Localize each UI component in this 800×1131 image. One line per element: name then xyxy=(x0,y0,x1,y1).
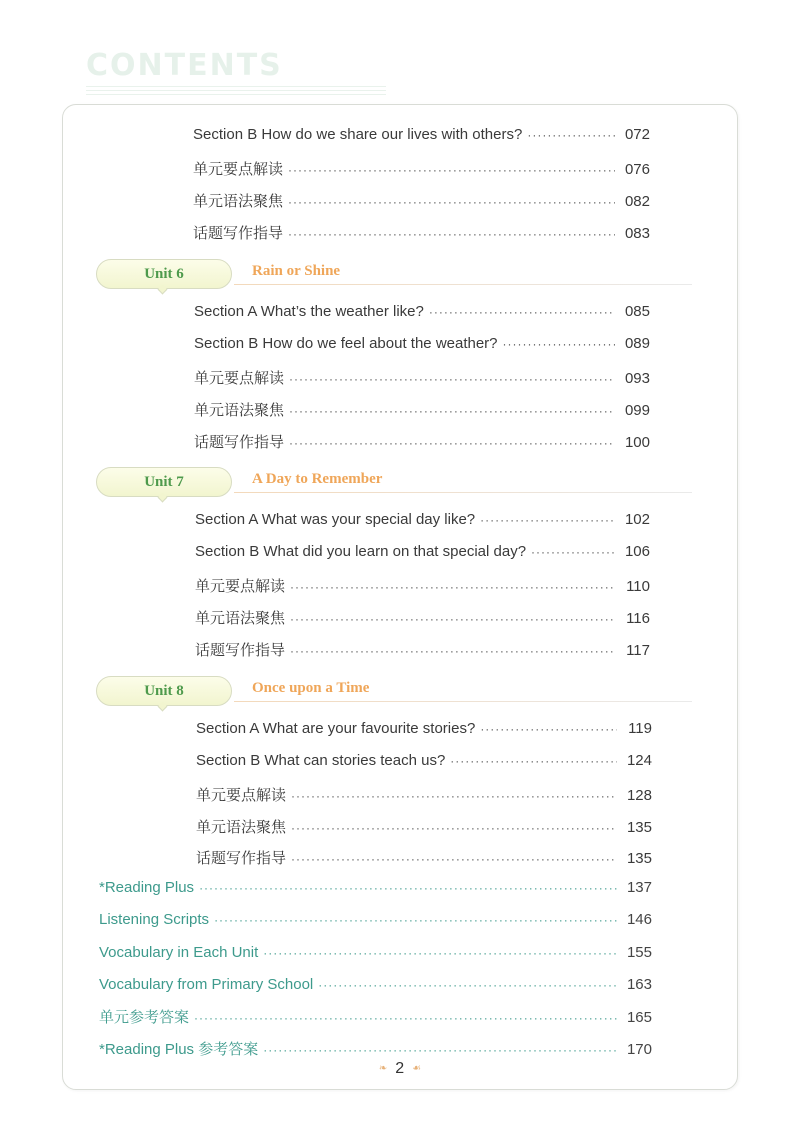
leader-dots xyxy=(450,754,617,768)
toc-entry-label: 单元语法聚焦 xyxy=(194,402,285,419)
ornament-left-icon: ❧ xyxy=(378,1063,388,1075)
unit-label: Unit 6 xyxy=(144,265,184,282)
toc-entry[interactable] xyxy=(195,543,650,560)
unit-header-6 xyxy=(96,259,692,289)
leader-dots xyxy=(289,436,615,450)
leader-dots xyxy=(288,227,615,241)
toc-entry-label: 单元要点解读 xyxy=(193,161,284,178)
leader-dots xyxy=(288,195,615,209)
leader-dots xyxy=(214,913,617,927)
toc-entry-listening-scripts[interactable] xyxy=(99,911,652,928)
leader-dots xyxy=(194,1011,617,1025)
toc-entry-page: 099 xyxy=(624,402,650,419)
toc-entry-page: 085 xyxy=(624,303,650,320)
toc-entry-page: 163 xyxy=(626,976,652,993)
toc-entry-label: Section A What are your favourite stories? xyxy=(196,720,476,737)
toc-entry-label: 话题写作指导 xyxy=(193,225,284,242)
toc-entry-page: 089 xyxy=(624,335,650,352)
watermark-lines xyxy=(86,86,386,98)
toc-entry-label: Section B How do we share our lives with others? xyxy=(193,126,523,143)
unit-divider xyxy=(234,284,692,285)
toc-entry-label: Listening Scripts xyxy=(99,911,210,928)
leader-dots xyxy=(291,821,617,835)
toc-entry-page: 146 xyxy=(626,911,652,928)
contents-panel xyxy=(62,104,738,1090)
toc-entry-label: 话题写作指导 xyxy=(196,850,287,867)
toc-entry-label: 单元要点解读 xyxy=(194,370,285,387)
unit-header-8 xyxy=(96,676,692,706)
toc-entry-page: 076 xyxy=(624,161,650,178)
leader-dots xyxy=(289,404,615,418)
toc-entry-page: 082 xyxy=(624,193,650,210)
toc-entry-label: *Reading Plus 参考答案 xyxy=(99,1041,259,1058)
toc-entry[interactable] xyxy=(193,126,650,143)
toc-entry-label: Section A What’s the weather like? xyxy=(194,303,424,320)
toc-entry-page: 165 xyxy=(626,1009,652,1026)
toc-entry-label: *Reading Plus xyxy=(99,879,195,896)
toc-entry-reading-plus-answers[interactable] xyxy=(99,1038,652,1059)
toc-entry[interactable] xyxy=(196,784,652,805)
page-number-footer xyxy=(0,1060,800,1078)
toc-entry[interactable] xyxy=(196,752,652,769)
toc-entry-page: 072 xyxy=(624,126,650,143)
toc-entry-label: Vocabulary from Primary School xyxy=(99,976,314,993)
contents-watermark: CONTENTS xyxy=(86,48,283,83)
toc-entry-page: 117 xyxy=(626,642,650,659)
leader-dots xyxy=(263,1043,617,1057)
toc-entry[interactable] xyxy=(194,399,650,420)
leader-dots xyxy=(527,128,615,142)
toc-entry-page: 135 xyxy=(626,850,652,867)
toc-entry-label: Section B How do we feel about the weather? xyxy=(194,335,498,352)
toc-entry-label: 话题写作指导 xyxy=(195,642,286,659)
toc-entry-unit-answers[interactable] xyxy=(99,1006,652,1027)
page-number: 2 xyxy=(395,1060,405,1077)
leader-dots xyxy=(480,513,615,527)
toc-entry[interactable] xyxy=(196,816,652,837)
toc-entry-page: 170 xyxy=(626,1041,652,1058)
unit-label-pill xyxy=(96,259,232,289)
leader-dots xyxy=(531,545,615,559)
unit-title: Rain or Shine xyxy=(252,263,341,279)
toc-entry[interactable] xyxy=(194,335,650,352)
unit-title: Once upon a Time xyxy=(252,680,370,696)
toc-entry-label: 单元要点解读 xyxy=(195,578,286,595)
unit-header-7 xyxy=(96,467,692,497)
leader-dots xyxy=(318,978,617,992)
toc-entry-page: 093 xyxy=(624,370,650,387)
toc-entry-label: Section A What was your special day like? xyxy=(195,511,476,528)
toc-entry-reading-plus[interactable] xyxy=(99,879,652,896)
leader-dots xyxy=(290,612,615,626)
unit-title: A Day to Remember xyxy=(252,471,383,487)
toc-entry[interactable] xyxy=(196,720,652,737)
toc-entry[interactable] xyxy=(194,367,650,388)
toc-entry-vocabulary-primary[interactable] xyxy=(99,976,652,993)
leader-dots xyxy=(263,946,617,960)
toc-entry-label: 单元语法聚焦 xyxy=(195,610,286,627)
leader-dots xyxy=(291,852,617,866)
toc-entry[interactable] xyxy=(193,158,650,179)
unit-label-pill xyxy=(96,467,232,497)
toc-entry[interactable] xyxy=(196,847,652,868)
toc-entry-page: 100 xyxy=(624,434,650,451)
toc-entry[interactable] xyxy=(195,511,650,528)
unit-label-pill xyxy=(96,676,232,706)
leader-dots xyxy=(290,644,615,658)
toc-entry-page: 128 xyxy=(626,787,652,804)
toc-entry-page: 124 xyxy=(626,752,652,769)
leader-dots xyxy=(288,163,615,177)
toc-entry[interactable] xyxy=(195,639,650,660)
leader-dots xyxy=(289,372,615,386)
toc-entry-page: 119 xyxy=(628,720,652,737)
toc-entry-page: 102 xyxy=(624,511,650,528)
toc-entry[interactable] xyxy=(195,575,650,596)
toc-entry-label: 单元要点解读 xyxy=(196,787,287,804)
toc-entry-label: 单元语法聚焦 xyxy=(196,819,287,836)
toc-entry-label: Section B What did you learn on that special day? xyxy=(195,543,527,560)
toc-entry-page: 110 xyxy=(626,578,650,595)
leader-dots xyxy=(503,337,615,351)
unit-label: Unit 7 xyxy=(144,473,184,490)
toc-entry-page: 083 xyxy=(624,225,650,242)
toc-entry-label: 话题写作指导 xyxy=(194,434,285,451)
toc-entry-label: Vocabulary in Each Unit xyxy=(99,944,259,961)
leader-dots xyxy=(290,580,615,594)
unit-divider xyxy=(234,701,692,702)
toc-entry-label: 单元参考答案 xyxy=(99,1009,190,1026)
toc-entry-label: 单元语法聚焦 xyxy=(193,193,284,210)
leader-dots xyxy=(291,789,617,803)
unit-divider xyxy=(234,492,692,493)
toc-entry-vocabulary-each-unit[interactable] xyxy=(99,944,652,961)
leader-dots xyxy=(429,305,615,319)
ornament-right-icon: ☙ xyxy=(412,1063,422,1075)
toc-entry[interactable] xyxy=(194,431,650,452)
leader-dots xyxy=(480,722,617,736)
toc-entry-page: 137 xyxy=(626,879,652,896)
unit-label: Unit 8 xyxy=(144,682,184,699)
toc-entry[interactable] xyxy=(195,607,650,628)
toc-entry-label: Section B What can stories teach us? xyxy=(196,752,446,769)
toc-entry-page: 116 xyxy=(626,610,650,627)
toc-entry-page: 106 xyxy=(624,543,650,560)
toc-entry[interactable] xyxy=(193,222,650,243)
leader-dots xyxy=(199,881,617,895)
toc-entry-page: 155 xyxy=(626,944,652,961)
toc-entry-page: 135 xyxy=(626,819,652,836)
toc-entry[interactable] xyxy=(194,303,650,320)
toc-entry[interactable] xyxy=(193,190,650,211)
